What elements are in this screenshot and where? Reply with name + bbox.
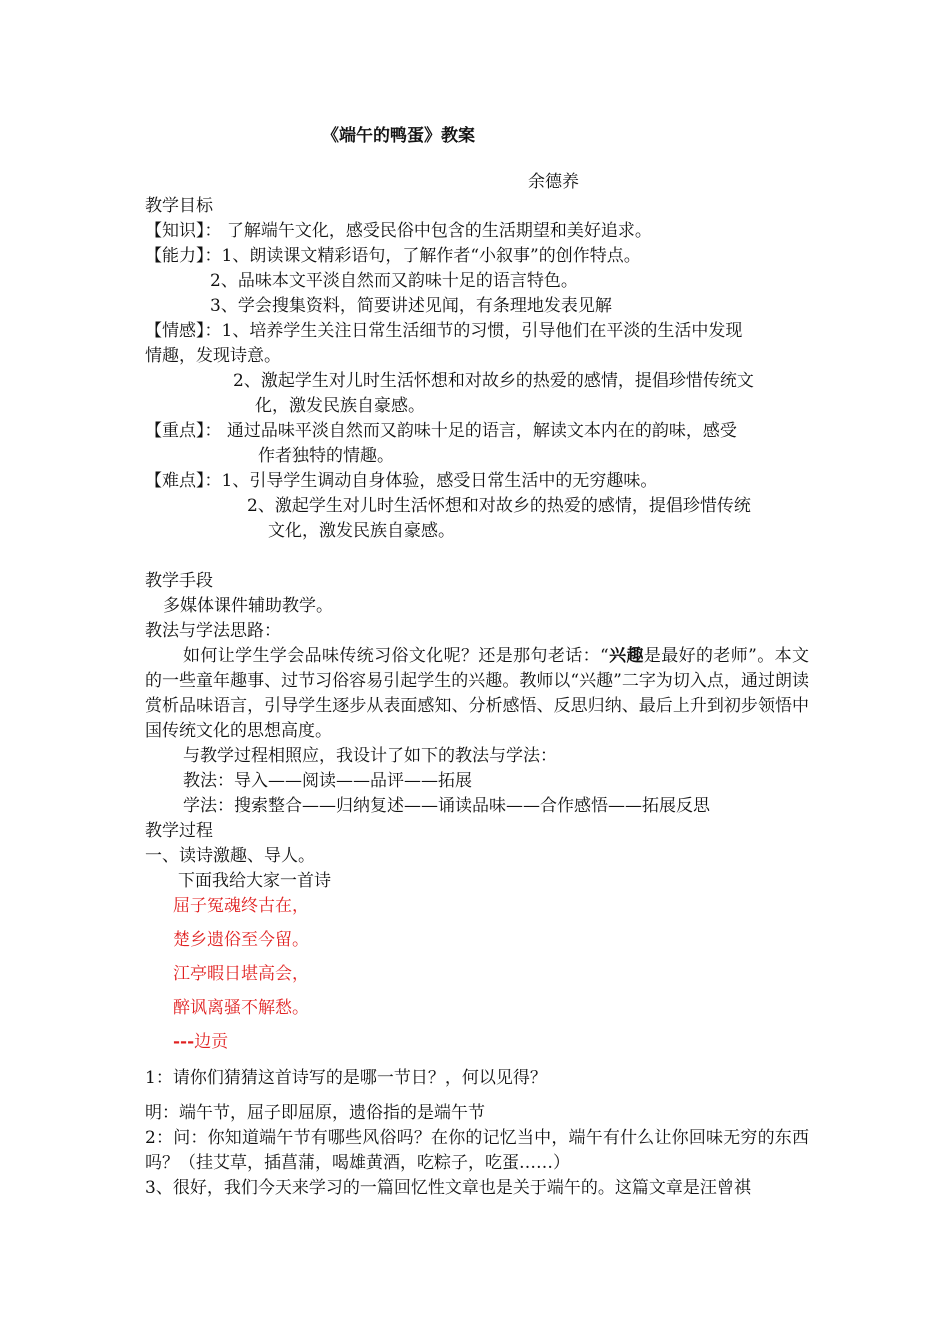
poem-author bbox=[173, 1030, 837, 1055]
objective-emotion-1a: 【情感】：1、培养学生关注日常生活细节的习惯，引导他们在平淡的生活中发现 bbox=[145, 321, 743, 341]
objective-emotion-1b: 情趣，发现诗意。 bbox=[145, 346, 281, 366]
objective-emotion-2a: 2、激起学生对儿时生活怀想和对故乡的热爱的感情，提倡珍惜传统文 bbox=[233, 371, 754, 391]
objective-ability-3: 3、学会搜集资料，简要讲述见闻，有条理地发表见解 bbox=[210, 296, 612, 316]
poem-author-name: 边贡 bbox=[194, 1032, 229, 1052]
objective-difficult-2b: 文化，激发民族自豪感。 bbox=[268, 521, 455, 541]
means-text: 多媒体课件辅助教学。 bbox=[163, 596, 333, 616]
objective-difficult-2a: 2、激起学生对儿时生活怀想和对故乡的热爱的感情，提倡珍惜传统 bbox=[247, 496, 751, 516]
question-2: 2：问：你知道端午节有哪些风俗吗？在你的记忆当中，端午有什么让你回味无穷的东西吗？（挂艾草，插菖蒲，喝雄黄酒，吃粽子，吃蛋……） bbox=[145, 1128, 809, 1173]
process-step-1: 一、读诗激趣、导人。 bbox=[145, 846, 315, 866]
means-heading: 教学手段 bbox=[145, 571, 213, 591]
answer-1: 明：端午节，屈子即屈原，遗俗指的是端午节 bbox=[145, 1103, 485, 1123]
question-1: 1：请你们猜猜这首诗写的是哪一节日？，何以见得？ bbox=[145, 1068, 547, 1088]
process-intro: 下面我给大家一首诗 bbox=[178, 871, 331, 891]
document-author: 余德养 bbox=[528, 172, 579, 192]
method-p1-bold: 兴趣 bbox=[608, 646, 644, 666]
method-paragraph-2: 与教学过程相照应，我设计了如下的教法与学法： bbox=[183, 746, 557, 766]
poem-line: 醉讽离骚不解愁。 bbox=[173, 998, 309, 1018]
method-learning: 学法：搜索整合——归纳复述——诵读品味——合作感悟——拓展反思 bbox=[183, 796, 710, 816]
poem-author-dash: --- bbox=[173, 1032, 195, 1052]
objective-knowledge: 【知识】： 了解端午文化，感受民俗中包含的生活期望和美好追求。 bbox=[145, 221, 652, 241]
method-p1-pre: 如何让学生学会品味传统习俗文化呢？还是那句老话：“ bbox=[183, 646, 609, 666]
poem-line: 楚乡遗俗至今留。 bbox=[173, 930, 309, 950]
objective-emotion-2b: 化，激发民族自豪感。 bbox=[255, 396, 425, 416]
objective-ability-1: 【能力】：1、朗读课文精彩语句，了解作者“小叙事”的创作特点。 bbox=[145, 246, 641, 266]
objective-key-a: 【重点】： 通过品味平淡自然而又韵味十足的语言，解读文本内在的韵味，感受 bbox=[145, 421, 737, 441]
poem-line: 屈子冤魂终古在， bbox=[173, 896, 309, 916]
objective-key-b: 作者独特的情趣。 bbox=[258, 446, 394, 466]
method-p1-post: 是最好的老师”。本文的一些童年趣事、过节习俗容易引起学生的兴趣。教师以“兴趣”二字为切入点，通过朗读赏析品味语言，引导学生逐步从表面感知、分析感悟、反思归纳、最后上升到初步领悟中国传统文化的思想高度。 bbox=[145, 646, 809, 741]
document-title: 《端午的鸭蛋》教案 bbox=[322, 126, 475, 146]
objective-ability-2: 2、品味本文平淡自然而又韵味十足的语言特色。 bbox=[210, 271, 578, 291]
objectives-heading: 教学目标 bbox=[145, 196, 213, 216]
poem-line: 江亭暇日堪高会， bbox=[173, 964, 309, 984]
question-3: 3、很好，我们今天来学习的一篇回忆性文章也是关于端午的。这篇文章是汪曾祺 bbox=[145, 1178, 751, 1198]
process-heading: 教学过程 bbox=[145, 821, 213, 841]
method-teaching: 教法：导入——阅读——品评——拓展 bbox=[183, 771, 472, 791]
objective-difficult-1: 【难点】：1、引导学生调动自身体验，感受日常生活中的无穷趣味。 bbox=[145, 471, 658, 491]
method-paragraph-1 bbox=[145, 644, 809, 744]
method-heading: 教法与学法思路： bbox=[145, 621, 281, 641]
